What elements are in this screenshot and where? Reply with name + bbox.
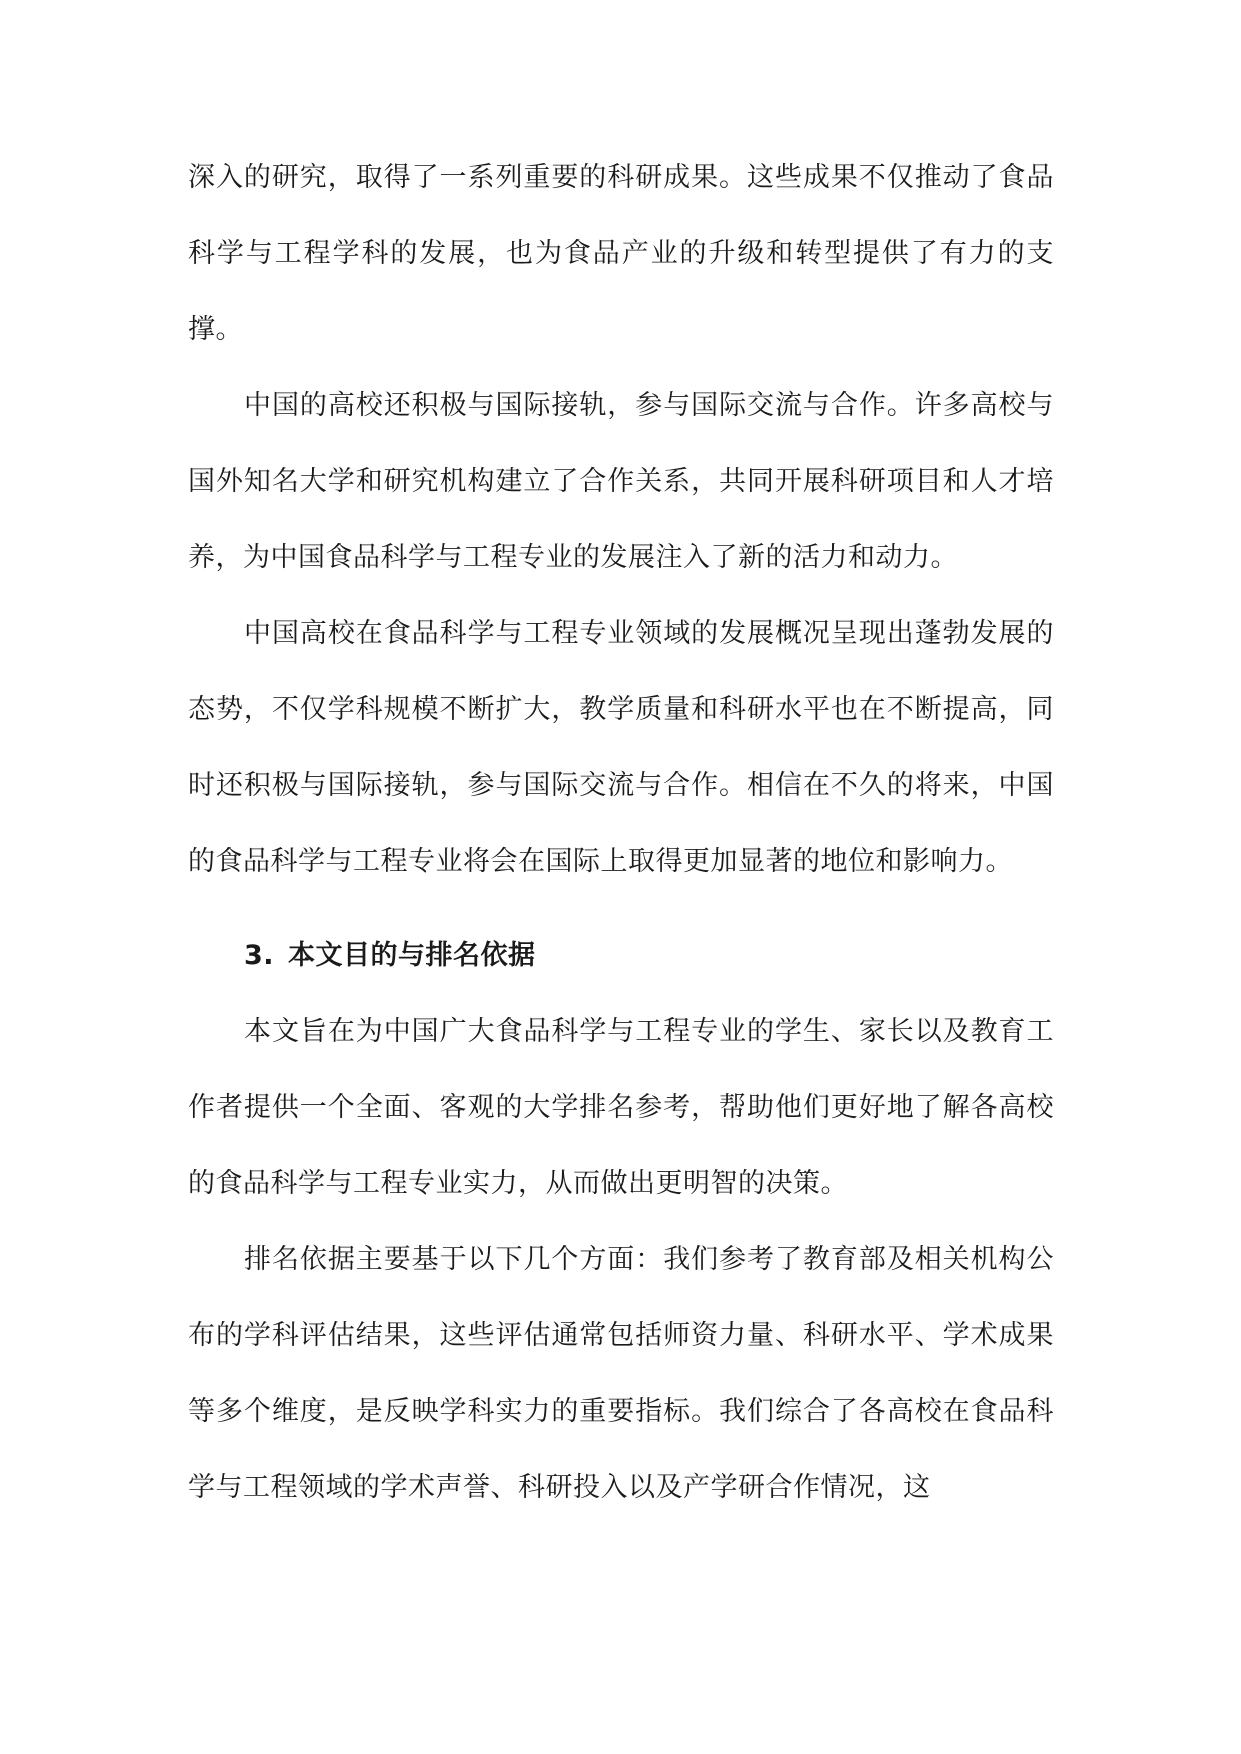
paragraph-research-results: 深入的研究，取得了一系列重要的科研成果。这些成果不仅推动了食品科学与工程学科的发展，也为食品产业的升级和转型提供了有力的支撑。 <box>188 162 1054 345</box>
paragraph-international-cooperation: 中国的高校还积极与国际接轨，参与国际交流与合作。许多高校与国外知名大学和研究机构建立了合作关系，共同开展科研项目和人才培养，为中国食品科学与工程专业的发展注入了新的活力和动力。 <box>188 390 1054 573</box>
paragraph-purpose: 本文旨在为中国广大食品科学与工程专业的学生、家长以及教育工作者提供一个全面、客观的大学排名参考，帮助他们更好地了解各高校的食品科学与工程专业实力，从而做出更明智的决策。 <box>188 1016 1054 1199</box>
paragraph-development-overview: 中国高校在食品科学与工程专业领域的发展概况呈现出蓬勃发展的态势，不仅学科规模不断扩大，教学质量和科研水平也在不断提高，同时还积极与国际接轨，参与国际交流与合作。相信在不久的将来，中国的食品科学与工程专业将会在国际上取得更加显著的地位和影响力。 <box>188 618 1054 877</box>
section-number: 3. <box>244 940 275 971</box>
document-body <box>188 140 1054 1526</box>
section-heading <box>188 918 1054 994</box>
section-title: 本文目的与排名依据 <box>288 940 536 971</box>
paragraph-ranking-basis: 排名依据主要基于以下几个方面：我们参考了教育部及相关机构公布的学科评估结果，这些评估通常包括师资力量、科研水平、学术成果等多个维度，是反映学科实力的重要指标。我们综合了各高校在食品科学与工程领域的学术声誉、科研投入以及产学研合作情况，这 <box>188 1244 1054 1503</box>
